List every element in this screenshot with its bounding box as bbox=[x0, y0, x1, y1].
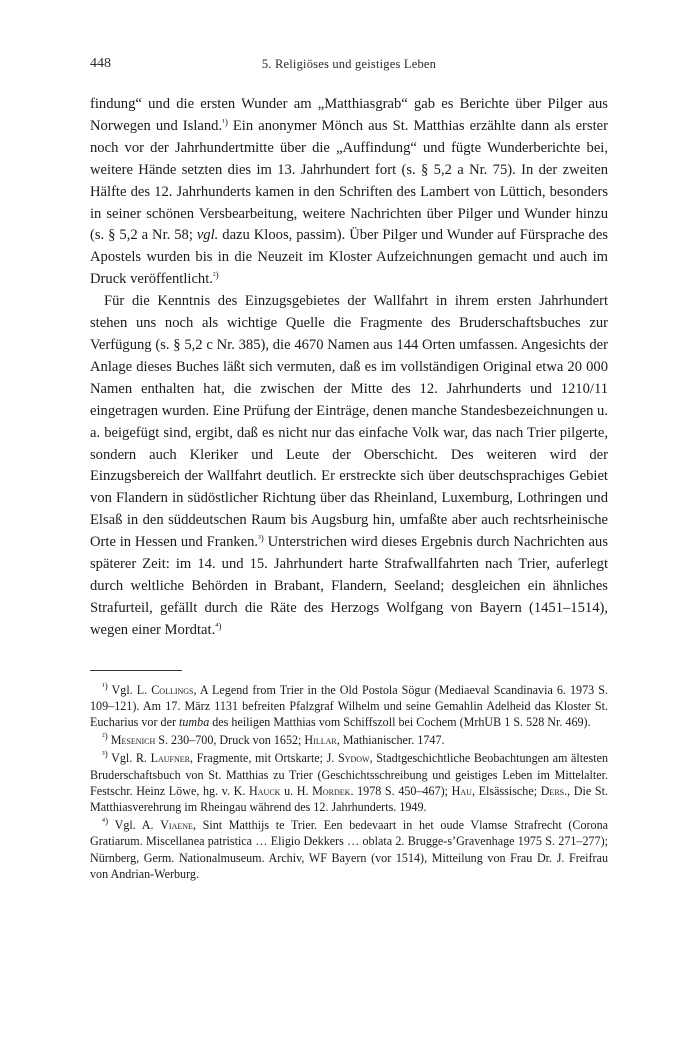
footnote-ref-4[interactable]: ⁴) bbox=[215, 620, 222, 631]
text-run: S. 230–700, Druck von 1652; bbox=[155, 733, 305, 748]
text-run: , Mathianischer. 1747. bbox=[336, 733, 445, 748]
text-run: Vgl. R. bbox=[107, 751, 151, 766]
footnote-1 bbox=[90, 682, 608, 731]
text-run: Ein anonymer Mönch aus St. Matthias erzählte dann als erster noch vor der Jahrhundertmitte über die „Auffindung“ und fügte Wunderberichte bei, weitere Hände setzten dies im 13. Jahrhundert fort (s. § 5,2 a Nr. 75). In der zweiten Hälfte des 12. Jahrhunderts kamen in den Schriften des Lambert von Lüttich, besonders in seiner schönen Versbearbeitung, weitere Nachrichten über Pilger und Wunder hinzu (s. § 5,2 a Nr. 58; bbox=[90, 117, 608, 244]
text-run: , Fragmente, mit Ortskarte; J. bbox=[189, 751, 338, 766]
text-run-italic: tumba bbox=[179, 715, 210, 730]
author-name: Viaene bbox=[160, 818, 193, 833]
paragraph-2 bbox=[90, 291, 608, 642]
text-run: , Stadtgeschichtliche Beobachtungen am ältesten Bruderschaftsbuch von St. Matthias zu Trier (Geschichtsschreibung und geistiges Leben im Mittelalter. Festschr. Heinz Löwe, hg. v. K. bbox=[90, 751, 608, 798]
footnote-ref-1[interactable]: ¹) bbox=[222, 116, 228, 127]
text-run: , Elsässische; bbox=[471, 783, 541, 798]
footnote-marker: ³) bbox=[102, 749, 108, 760]
text-run: . 1978 S. 450–467); bbox=[350, 783, 452, 798]
author-name: Hauck bbox=[249, 783, 281, 798]
author-name: Hillar bbox=[304, 733, 337, 748]
footnote-marker: ²) bbox=[102, 731, 108, 742]
text-run: Für die Kenntnis des Einzugsgebietes der Wallfahrt in ihrem ersten Jahrhundert stehen uns noch als wichtige Quelle die Fragmente des Bruderschaftsbuches zur Verfügung (s. § 5,2 c Nr. 385), die 4670 Namen aus 144 Orten umfassen. Angesichts der Anlage dieses Buches läßt sich vermuten, daß es im vollständigen Original etwa 20 000 Namen enthalten hat, die zwischen der Mitte des 12. Jahrhunderts und 1210/11 eingetragen wurden. Eine Prüfung der Einträge, denen manche Standesbezeichnungen u. a. beigefügt sind, ergibt, daß es nicht nur das einfache Volk war, das nach Trier pilgerte, sondern auch Kleriker und Leute der Oberschicht. Des weiteren wird der Einzugsbereich der Wallfahrt deutlich. Er erstreckte sich über deutschsprachiges Gebiet von Flandern in südöstlicher Richtung über das Rheinland, Luxemburg, Lothringen und Elsaß in den süddeutschen Raum bis Augsburg hin, umfaßte aber auch rechtsrheinische Orte in Hessen und Franken. bbox=[90, 293, 608, 551]
running-title: 5. Religiöses und geistiges Leben bbox=[261, 57, 437, 71]
footnotes bbox=[90, 682, 608, 882]
text-run: Unterstrichen wird dieses Ergebnis durch Nachrichten aus späterer Zeit: im 14. und 15. Jahrhundert harte Strafwallfahrten nach Trier, auferlegt durch weltliche Behörden in Brabant, Flandern, Seeland; desgleichen ein ähnliches Strafurteil, gefällt durch die Räte des Herzogs Wolfgang von Bayern (1451–1514), wegen einer Mordtat. bbox=[90, 534, 609, 638]
author-name: Ders. bbox=[540, 783, 568, 798]
text-run: findung“ und die ersten Wunder am „Matthiasgrab“ gab es Berichte über Pilger aus Norwegen und Island. bbox=[90, 96, 608, 134]
page-number: 448 bbox=[90, 56, 111, 71]
footnote-marker: ⁴) bbox=[102, 816, 109, 827]
author-name: Sydow bbox=[337, 751, 370, 766]
footnote-ref-3[interactable]: ³) bbox=[258, 533, 264, 544]
book-page bbox=[90, 56, 608, 884]
text-run: , Sint Matthijs te Trier. Een bedevaart in het oude Vlamse Strafrecht (Corona Gratiarum. Miscellanea patristica … Eligio Dekkers … oblata 2. Brugge-s’Gravenhage 1975 S. 271–277); Nürnberg, Germ. Nationalmuseum. Archiv, WF Bayern (vor 1514), Mitteilung von Frau Dr. J. Freifrau von Andrian-Werburg. bbox=[90, 818, 608, 881]
text-run: , Die St. Matthiasverehrung im Rheingau während des 12. Jahrhunderts. 1949. bbox=[90, 783, 608, 815]
footnote-4 bbox=[90, 817, 608, 882]
footnote-marker: ¹) bbox=[102, 680, 108, 691]
footnote-3 bbox=[90, 750, 608, 815]
main-text bbox=[90, 94, 608, 642]
text-run: u. H. bbox=[280, 783, 313, 798]
text-run: dazu Kloos, passim). Über Pilger und Wunder auf Fürsprache des Apostels wurden bis in die Neuzeit im Kloster Aufzeichnungen gemacht und auch im Druck veröffentlicht. bbox=[90, 227, 608, 288]
author-name: Laufner bbox=[150, 751, 190, 766]
text-run-italic: vgl. bbox=[196, 227, 219, 244]
author-name: Collings bbox=[151, 682, 194, 697]
text-run: , A Legend from Trier in the Old Postola Sögur (Mediaeval Scandinavia 6. 1973 S. 109–121). Am 17. März 1131 befreiten Pfalzgraf Wilhelm und seine Gemahlin Adelheid das Kloster St. Eucharius vor der bbox=[90, 682, 608, 730]
text-run: des heiligen Matthias vom Schiffszoll bei Cochem (MrhUB 1 S. 528 Nr. 469). bbox=[209, 715, 591, 730]
text-run: Vgl. L. bbox=[107, 682, 152, 697]
paragraph-1 bbox=[90, 94, 608, 291]
running-header bbox=[90, 56, 608, 80]
author-name: Hau bbox=[451, 783, 472, 798]
footnote-divider bbox=[90, 670, 182, 671]
footnote-ref-2[interactable]: ²) bbox=[212, 270, 219, 281]
text-run: Vgl. A. bbox=[108, 818, 161, 833]
author-name: Mordek bbox=[312, 783, 351, 798]
author-name: Mesenich bbox=[110, 733, 156, 748]
footnote-2 bbox=[90, 732, 608, 748]
